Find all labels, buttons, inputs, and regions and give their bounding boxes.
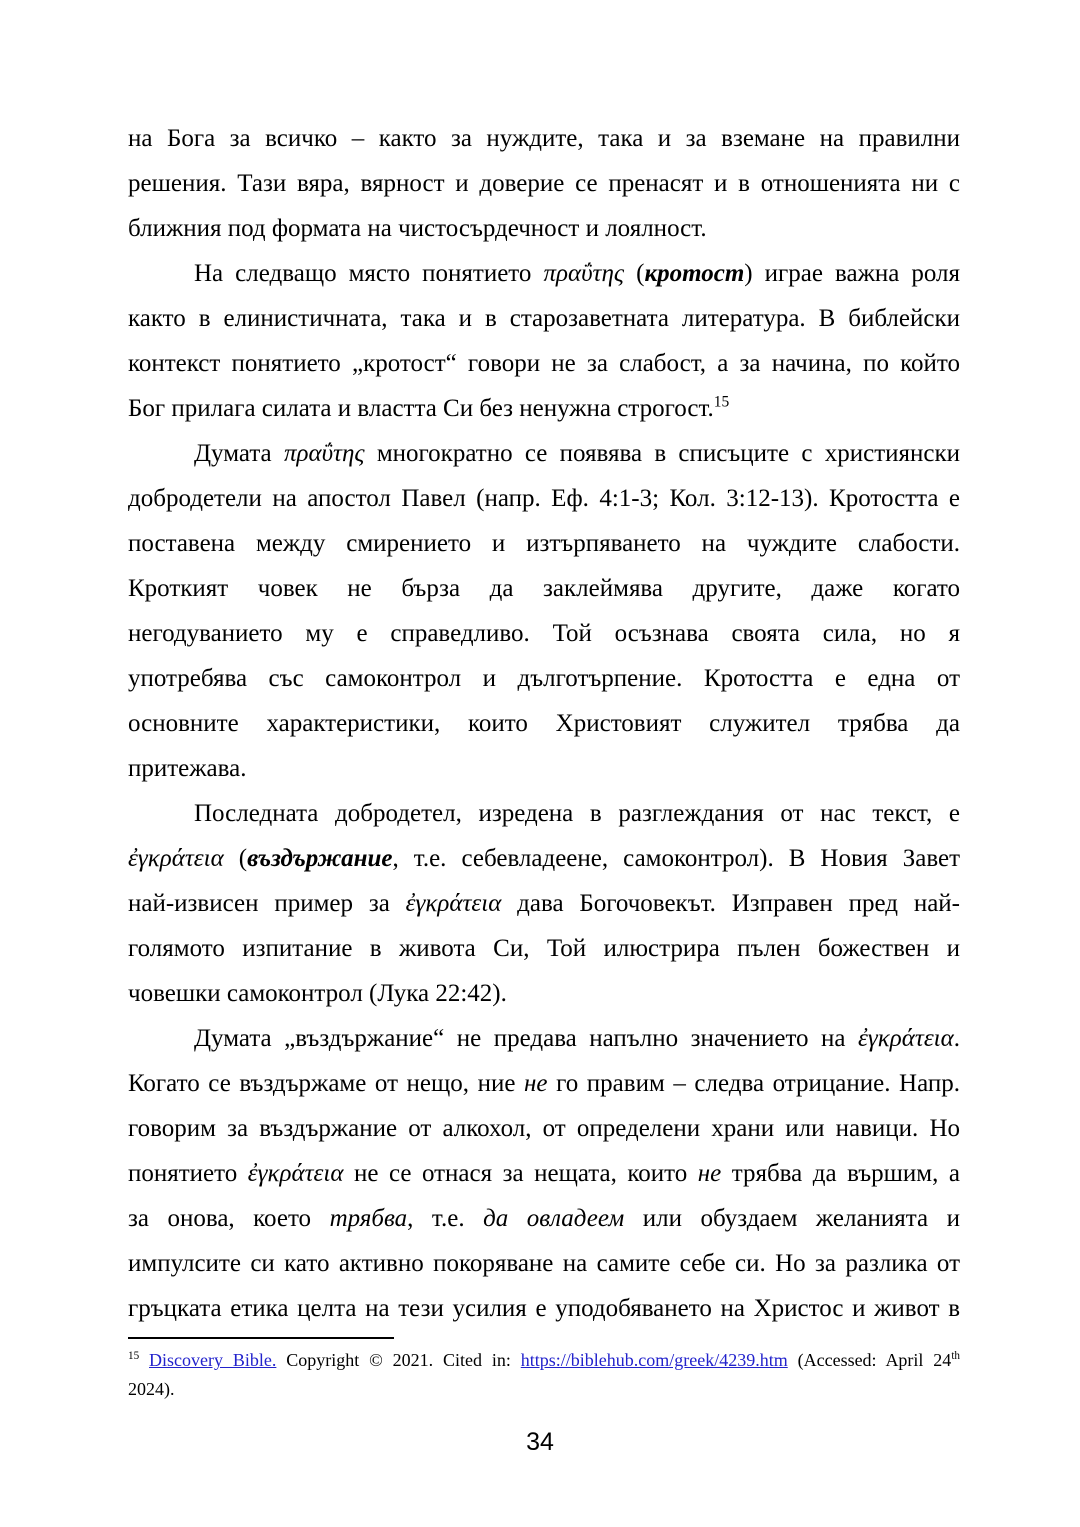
text-line [128, 1151, 960, 1196]
hyperlink[interactable]: https://biblehub.com/greek/4239.htm [520, 1350, 788, 1370]
italic-term: ἐγκράτεια [858, 1025, 954, 1052]
text-run: поставена между смирението и изтърпяването на чуждите слабости. [128, 530, 960, 557]
text-line [128, 386, 960, 431]
text-line [128, 431, 960, 476]
footnote-text [128, 1346, 960, 1404]
text-run: трябва да вършим, а [721, 1160, 960, 1187]
footnote-reference: 15 [128, 1350, 140, 1362]
text-run: притежава. [128, 755, 247, 782]
text-line [128, 116, 960, 161]
text-run: Бог прилага силата и властта Си без ненужна строгост. [128, 395, 714, 422]
text-run: (Accessed: April 24 [787, 1350, 952, 1370]
text-line [128, 1241, 960, 1286]
text-line [128, 1196, 960, 1241]
text-line [128, 926, 960, 971]
text-line [128, 611, 960, 656]
text-run: , т.е. [407, 1205, 484, 1232]
text-run: ( [223, 845, 248, 872]
text-run [139, 1350, 149, 1370]
text-line [128, 476, 960, 521]
text-run: Последната добродетел, изредена в разглеждания от нас текст, е [194, 800, 960, 827]
text-line [128, 521, 960, 566]
italic-term: ἐγκράτεια [128, 845, 224, 872]
text-run: не се отнася за нещата, които [343, 1160, 698, 1187]
text-run: негодуванието му е справедливо. Той осъзнава своята сила, но я [128, 620, 960, 647]
text-run: 2024). [128, 1379, 175, 1399]
italic-term: да овладеем [483, 1205, 625, 1232]
text-run: импулсите си като активно покоряване на самите себе си. Но за разлика от [128, 1250, 960, 1277]
paragraph [128, 116, 960, 251]
text-run: решения. Тази вяра, вярност и доверие се пренасят и в отношенията ни с [128, 170, 960, 197]
text-line [128, 1375, 960, 1404]
text-line [128, 251, 960, 296]
text-line [128, 341, 960, 386]
text-line [128, 1061, 960, 1106]
text-run: употребява със самоконтрол и дълготърпение. Кротостта е една от [128, 665, 960, 692]
italic-term: ἐγκράτεια [405, 890, 502, 917]
text-run: Кроткият човек не бърза да заклеймява другите, даже когато [128, 575, 960, 602]
text-line [128, 1286, 960, 1331]
bold-italic-term: кротост [644, 260, 745, 287]
footnote-reference: th [951, 1350, 960, 1362]
italic-term: πραΰτης [283, 440, 365, 467]
text-line [128, 881, 960, 926]
bold-italic-term: въздържание [247, 845, 393, 872]
text-run: Думата [194, 440, 284, 467]
text-run: го правим – следва отрицание. Напр. [547, 1070, 960, 1097]
text-line [128, 836, 960, 881]
italic-term: не [524, 1070, 548, 1097]
text-run: за онова, което [128, 1205, 330, 1232]
document-body [128, 116, 960, 1331]
italic-term: не [697, 1160, 722, 1187]
footnote-section [128, 1337, 960, 1404]
text-run: гръцката етика целта на тези усилия е уподобяването на Христос и живот в [128, 1295, 960, 1322]
text-run: . [953, 1025, 960, 1052]
text-run: както в елинистичната, така и в старозаветната литература. В библейски [128, 305, 960, 332]
italic-term: ἐγκράτεια [247, 1160, 344, 1187]
text-run: на Бога за всичко – както за нуждите, така и за вземане на правилни [128, 125, 960, 152]
text-run: Когато се въздържаме от нещо, ние [128, 1070, 525, 1097]
text-run: дава Богочовекът. Изправен пред най- [501, 890, 960, 917]
text-run: ) играе важна роля [744, 260, 961, 287]
paragraph [128, 791, 960, 1016]
hyperlink[interactable]: Discovery Bible. [149, 1350, 277, 1370]
text-run: На следващо място понятието [194, 260, 544, 287]
text-run: най-извисен пример за [128, 890, 406, 917]
text-run: контекст понятието „кротост“ говори не за слабост, а за начина, по който [128, 350, 960, 377]
text-line [128, 701, 960, 746]
text-line [128, 296, 960, 341]
text-run: Copyright © 2021. Cited in: [276, 1350, 521, 1370]
text-run: добродетели на апостол Павел (напр. Еф. 4:1-3; Кол. 3:12-13). Кротостта е [128, 485, 960, 512]
page-number: 34 [526, 1428, 554, 1456]
paragraph [128, 251, 960, 431]
text-run: ближния под формата на чистосърдечност и лоялност. [128, 215, 707, 242]
text-run: човешки самоконтрол (Лука 22:42). [128, 980, 507, 1007]
text-run: ( [624, 260, 645, 287]
text-line [128, 791, 960, 836]
paragraph [128, 431, 960, 791]
footnote-reference: 15 [713, 393, 730, 411]
footnote-separator [128, 1337, 394, 1339]
paragraph [128, 1016, 960, 1331]
italic-term: трябва [329, 1205, 408, 1232]
text-line [128, 161, 960, 206]
text-run: Думата „въздържание“ не предава напълно значението на [194, 1025, 859, 1052]
text-line [128, 746, 960, 791]
text-run: говорим за въздържание от алкохол, от определени храни или навици. Но [128, 1115, 960, 1142]
text-run: голямото изпитание в живота Си, Той илюстрира пълен божествен и [128, 935, 960, 962]
text-line [128, 1016, 960, 1061]
text-line [128, 656, 960, 701]
text-line [128, 971, 960, 1016]
text-line [128, 1106, 960, 1151]
text-run: многократно се появява в списъците с християнски [364, 440, 960, 467]
text-run: понятието [128, 1160, 248, 1187]
text-run: основните характеристики, които Христовият служител трябва да [128, 710, 960, 737]
text-line [128, 206, 960, 251]
text-line [128, 1346, 960, 1375]
text-line [128, 566, 960, 611]
text-run: или обуздаем желанията и [624, 1205, 961, 1232]
text-run: , т.е. себевладеене, самоконтрол). В Новия Завет [392, 845, 961, 872]
italic-term: πραΰτης [543, 260, 625, 287]
